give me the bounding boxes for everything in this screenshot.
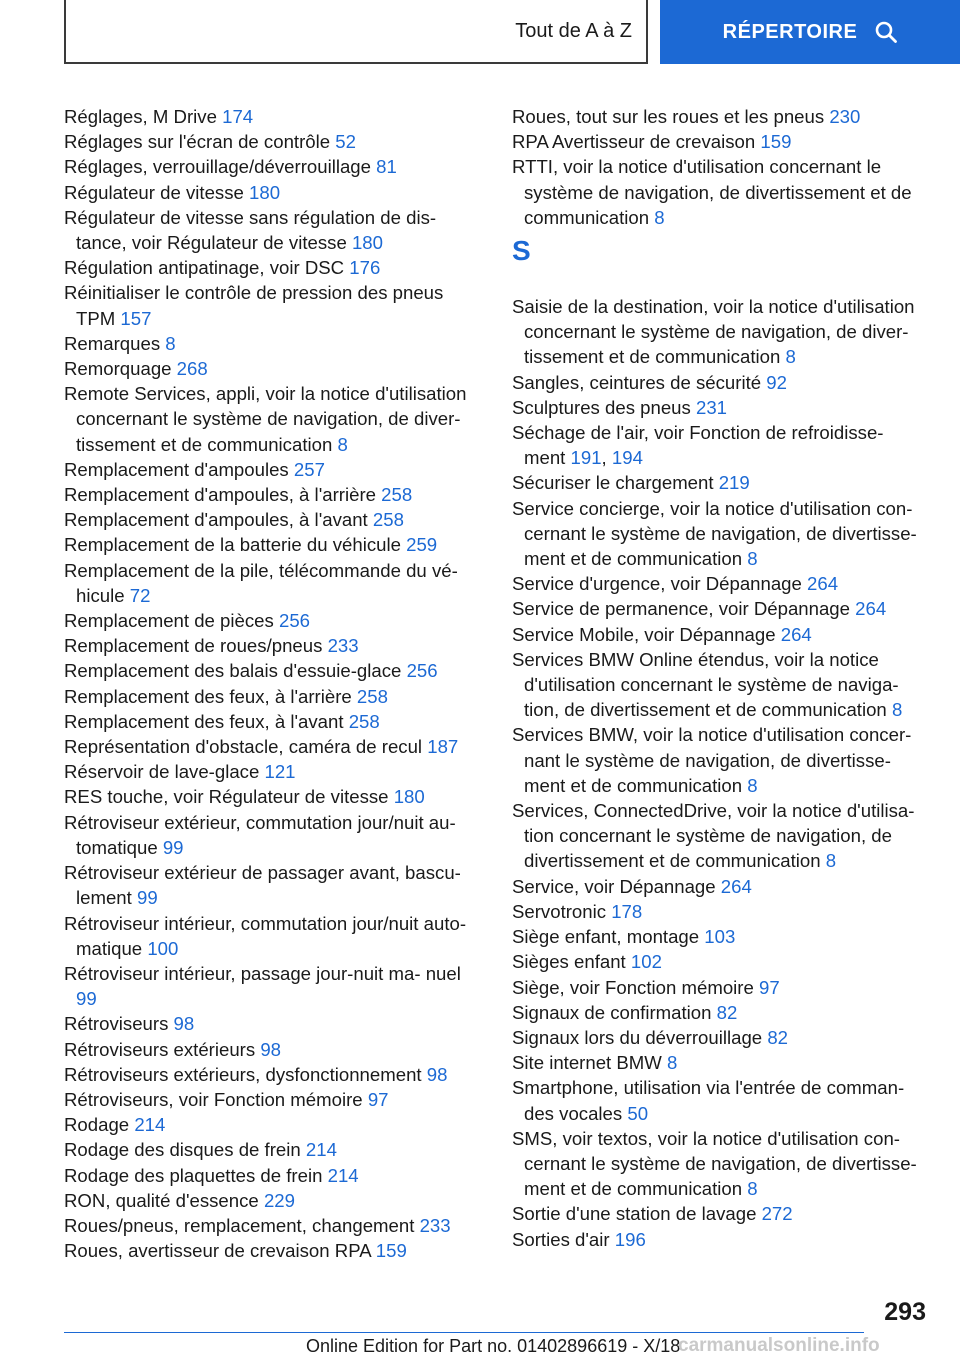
index-entry [64,1011,480,1036]
page-link[interactable]: 214 [134,1114,166,1136]
index-entry-text: Saisie de la destination, voir la notice d'utilisation concernant le système de navigation, de diver- tissement et de communication [512,296,915,368]
page-link[interactable]: 180 [249,181,281,203]
index-entry [512,1000,926,1025]
page-link[interactable]: 99 [136,887,158,909]
index-entry-text: Remplacement de la pile, télécommande du vé- hicule [64,559,458,606]
index-entry-text: Services BMW, voir la notice d'utilisation concer- nant le système de navigation, de divertisse- ment et de communication [512,724,912,796]
index-entry-text: Service, voir Dépannage [512,875,716,897]
index-entry [512,975,926,1000]
index-entry-text: Roues, avertisseur de crevaison RPA [64,1240,371,1262]
page-link[interactable]: 97 [759,976,780,998]
index-entry-text: Servotronic [512,900,607,922]
index-entry [512,1050,926,1075]
index-section-letter: S [512,235,531,267]
index-entry-text: Remplacement d'ampoules, à l'arrière [64,484,376,506]
index-entry [64,507,480,532]
index-entry-text: Remarques [64,332,161,354]
footer-edition-text: Online Edition for Part no. 01402896619 - X/18 [306,1336,681,1356]
index-entry [512,596,926,621]
page-link[interactable]: 103 [704,926,736,948]
page-link[interactable]: 8 [747,548,758,570]
index-entry-text: Remplacement des balais d'essuie-glace [64,660,402,682]
page-link[interactable]: 159 [760,131,792,153]
page-link[interactable]: 230 [829,106,861,127]
index-entry-text: Sièges enfant [512,951,626,973]
page-link[interactable]: 264 [855,598,887,620]
index-entry-text: Rodage des disques de frein [64,1139,301,1161]
index-entry [64,180,480,205]
index-entry-text: Signaux lors du déverrouillage [512,1026,763,1048]
index-entry [64,1037,480,1062]
index-entry-text: Remplacement d'ampoules [64,458,289,480]
index-entry-text: Remplacement des feux, à l'avant [64,710,344,732]
index-entry-text: Sangles, ceintures de sécurité [512,371,762,393]
page-link[interactable]: 8 [654,206,665,228]
index-entry-text: Remplacement d'ampoules, à l'avant [64,509,368,531]
index-entry [512,294,926,370]
index-entry [512,924,926,949]
page-link[interactable]: 97 [367,1088,389,1110]
page-link[interactable]: 180 [351,232,383,254]
page-link[interactable]: 219 [718,472,750,494]
index-entry [64,1112,480,1137]
page-link[interactable]: 258 [372,509,404,531]
index-entry [64,205,480,255]
page-link[interactable]: 99 [76,988,97,1010]
index-entry-text: Sortie d'une station de lavage [512,1203,757,1225]
index-entry [512,1075,926,1125]
page-link[interactable]: 214 [327,1164,359,1186]
page-link[interactable]: 231 [696,396,728,418]
index-entry [64,633,480,658]
page-link[interactable]: 8 [165,332,176,354]
index-entry-text: Rétroviseurs [64,1013,169,1035]
index-entry-text: Service Mobile, voir Dépannage [512,623,776,645]
index-entry [512,1025,926,1050]
index-entry-text: Sorties d'air [512,1228,610,1250]
page-link[interactable]: 229 [263,1189,295,1211]
index-entry [512,949,926,974]
footer-divider [64,1332,864,1333]
index-entry [512,470,926,495]
index-entry-text: Réglages, verrouillage/déverrouillage [64,156,371,178]
index-entry [64,1137,480,1162]
index-entry-text: Siège enfant, montage [512,926,700,948]
index-entry-text: Réglages, M Drive [64,106,217,127]
tab-repertoire[interactable] [660,0,960,64]
index-entry [512,647,926,723]
index-entry [512,899,926,924]
page-link[interactable]: 264 [720,875,752,897]
index-entry [512,798,926,874]
index-entry [64,381,480,457]
index-entry [64,1087,480,1112]
index-entry-text: Rodage [64,1114,130,1136]
index-entry [64,104,480,129]
index-entry-text: Services, ConnectedDrive, voir la notice d'utilisa- tion concernant le système de navigation, de divertissement et de communication [512,800,915,872]
index-entry-text: Régulation antipatinage, voir DSC [64,257,345,279]
page-separator: , [601,447,607,469]
index-entry-text: RPA Avertisseur de crevaison [512,131,756,153]
index-column-right [512,104,926,1252]
index-entry [64,784,480,809]
index-entry [512,420,926,470]
tab-tout-de-a-a-z[interactable] [64,0,648,64]
index-entry [512,571,926,596]
watermark: carmanualsonline.info [678,1335,880,1356]
page-number: 293 [884,1298,926,1326]
index-entry-text: Rodage des plaquettes de frein [64,1164,323,1186]
index-entry [64,961,480,1011]
page-link[interactable]: 82 [716,1001,738,1023]
index-entry-text: Réglages sur l'écran de contrôle [64,131,331,153]
index-entry [64,356,480,381]
page-link[interactable]: 81 [376,156,397,178]
index-entry-text: Remplacement de pièces [64,610,274,632]
page-link[interactable]: 159 [375,1240,407,1262]
index-entry [512,395,926,420]
index-entry-text: Services BMW Online étendus, voir la notice d'utilisation concernant le système de naviga- tion, de divertissement et de communication [512,648,899,721]
index-entry [64,810,480,860]
index-entry-text: Remplacement de roues/pneus [64,635,323,657]
page-link[interactable]: 258 [348,710,380,732]
index-entry [512,154,926,230]
index-entry-text: SMS, voir textos, voir la notice d'utilisation con- cernant le système de navigation, de divertisse- ment et de communication [512,1127,917,1200]
index-entry-text: Réinitialiser le contrôle de pression des pneus TPM [64,282,444,329]
index-entry [64,255,480,280]
index-entry-text: Signaux de confirmation [512,1001,712,1023]
index-entry-text: Remote Services, appli, voir la notice d'utilisation concernant le système de navigation, de diver- tissement et de communication [64,383,467,455]
page-link[interactable]: 256 [406,660,438,682]
index-entry-text: Rétroviseur intérieur, passage jour-nuit ma- nuel [64,962,461,984]
page-link[interactable]: 8 [747,1178,758,1200]
index-entry-text: Rétroviseur extérieur de passager avant, bascu- lement [64,862,461,909]
page-link[interactable]: 52 [335,131,356,153]
index-entry [512,622,926,647]
page-link[interactable]: 8 [747,774,758,796]
index-entry-text: Rétroviseurs extérieurs, dysfonctionnement [64,1063,422,1085]
index-entry-text: Remplacement de la batterie du véhicule [64,534,401,556]
page-link[interactable]: 174 [222,106,254,127]
page-link[interactable]: 82 [767,1026,788,1048]
index-entry [512,370,926,395]
index-entry [64,129,480,154]
index-entry-text: Service d'urgence, voir Dépannage [512,573,802,595]
index-entry-text: Régulateur de vitesse sans régulation de dis- tance, voir Régulateur de vitesse [64,206,437,254]
index-entry-text: RON, qualité d'essence [64,1189,259,1211]
index-entry-text: Roues, tout sur les roues et les pneus [512,106,825,127]
page-link[interactable]: 8 [667,1052,678,1074]
index-entry [512,129,926,154]
index-entry [512,874,926,899]
index-entry-text: Service de permanence, voir Dépannage [512,598,850,620]
index-entry-text: Sculptures des pneus [512,396,691,418]
index-entry-text: Roues/pneus, remplacement, changement [64,1214,415,1236]
index-entry [64,457,480,482]
index-entry [64,1062,480,1087]
index-column-left [64,104,480,1263]
page-link[interactable]: 180 [393,786,425,808]
page-link[interactable]: 121 [264,761,296,783]
index-entry [64,608,480,633]
page-link[interactable]: 98 [173,1013,195,1035]
page-link[interactable]: 8 [825,850,837,872]
index-entry [512,1126,926,1202]
page-link[interactable]: 157 [120,307,152,329]
index-entry-text: Rétroviseur extérieur, commutation jour/nuit au- tomatique [64,811,456,858]
index-entry-text: Séchage de l'air, voir Fonction de refroidisse- ment [512,422,884,469]
page-link[interactable]: 8 [337,433,348,455]
page-link[interactable]: 187 [427,736,459,758]
index-entry-text: Remorquage [64,358,172,380]
index-entry [64,759,480,784]
tab-tout-de-a-a-z-label: Tout de A à Z [515,19,632,42]
page-link[interactable]: 8 [785,346,796,368]
page-link[interactable]: 264 [780,623,812,645]
page-link[interactable]: 178 [611,900,643,922]
index-entry [64,709,480,734]
page-link[interactable]: 8 [891,699,903,721]
page-link[interactable]: 176 [349,257,381,279]
index-entry [64,558,480,608]
index-entry [512,1227,926,1252]
index-entry-text: Rétroviseurs extérieurs [64,1038,256,1060]
index-entry-text: Rétroviseurs, voir Fonction mémoire [64,1088,363,1110]
page-link[interactable]: 214 [305,1139,337,1161]
page-link[interactable]: 191 [570,447,602,469]
index-entry [64,280,480,330]
index-entry [64,658,480,683]
index-entry [64,331,480,356]
index-entry-text: Rétroviseur intérieur, commutation jour/nuit auto- matique [64,912,467,959]
page-link[interactable]: 258 [356,685,388,707]
index-entry [64,482,480,507]
index-entry [64,1163,480,1188]
page-link[interactable]: 257 [293,458,325,480]
page-link[interactable]: 98 [260,1038,282,1060]
index-entry [512,104,926,129]
index-entry-text: Remplacement des feux, à l'arrière [64,685,352,707]
index-entry-text: Représentation d'obstacle, caméra de recul [64,736,423,758]
page-link[interactable]: 92 [766,371,787,393]
page-link[interactable]: 272 [761,1203,793,1225]
page-link[interactable]: 258 [381,484,413,506]
index-entry [64,1213,480,1238]
index-entry-text: Siège, voir Fonction mémoire [512,976,754,998]
index-entry [64,860,480,910]
page-link[interactable]: 72 [129,584,151,606]
index-entry-text: Smartphone, utilisation via l'entrée de comman- des vocales [512,1077,905,1124]
index-entry [64,911,480,961]
page-link[interactable]: 50 [627,1102,649,1124]
index-entry-text: RES touche, voir Régulateur de vitesse [64,786,389,808]
index-entry-text: Site internet BMW [512,1052,662,1074]
index-entry-text: Sécuriser le chargement [512,472,714,494]
index-entry [512,496,926,572]
page-link[interactable]: 233 [327,635,359,657]
page-link[interactable]: 256 [278,610,311,632]
index-entry [512,1201,926,1226]
index-entry [64,684,480,709]
tab-repertoire-label: RÉPERTOIRE [722,20,858,43]
index-entry-text: Réservoir de lave-glace [64,761,260,783]
index-entry [64,1188,480,1213]
page-link[interactable]: 102 [630,951,662,973]
index-entry [64,154,480,179]
page-link[interactable]: 264 [807,573,839,595]
index-entry [64,1238,480,1263]
page-link[interactable]: 259 [406,534,438,556]
page-link[interactable]: 194 [611,447,643,469]
page-link[interactable]: 196 [614,1228,646,1250]
index-entry [512,722,926,798]
index-entry-text: Régulateur de vitesse [64,181,244,203]
page-link[interactable]: 268 [176,358,208,380]
index-entry-text: RTTI, voir la notice d'utilisation concernant le système de navigation, de divertissement et de communication [512,156,912,228]
index-entry-text: Service concierge, voir la notice d'utilisation con- cernant le système de navigation, de divertisse- ment et de communication [512,497,917,570]
index-entry [64,734,480,759]
page-link[interactable]: 233 [419,1214,451,1236]
search-icon[interactable] [875,21,897,43]
page-link[interactable]: 100 [147,937,179,959]
page-link[interactable]: 99 [162,836,184,858]
page-link[interactable]: 98 [426,1063,448,1085]
index-entry [64,532,480,557]
